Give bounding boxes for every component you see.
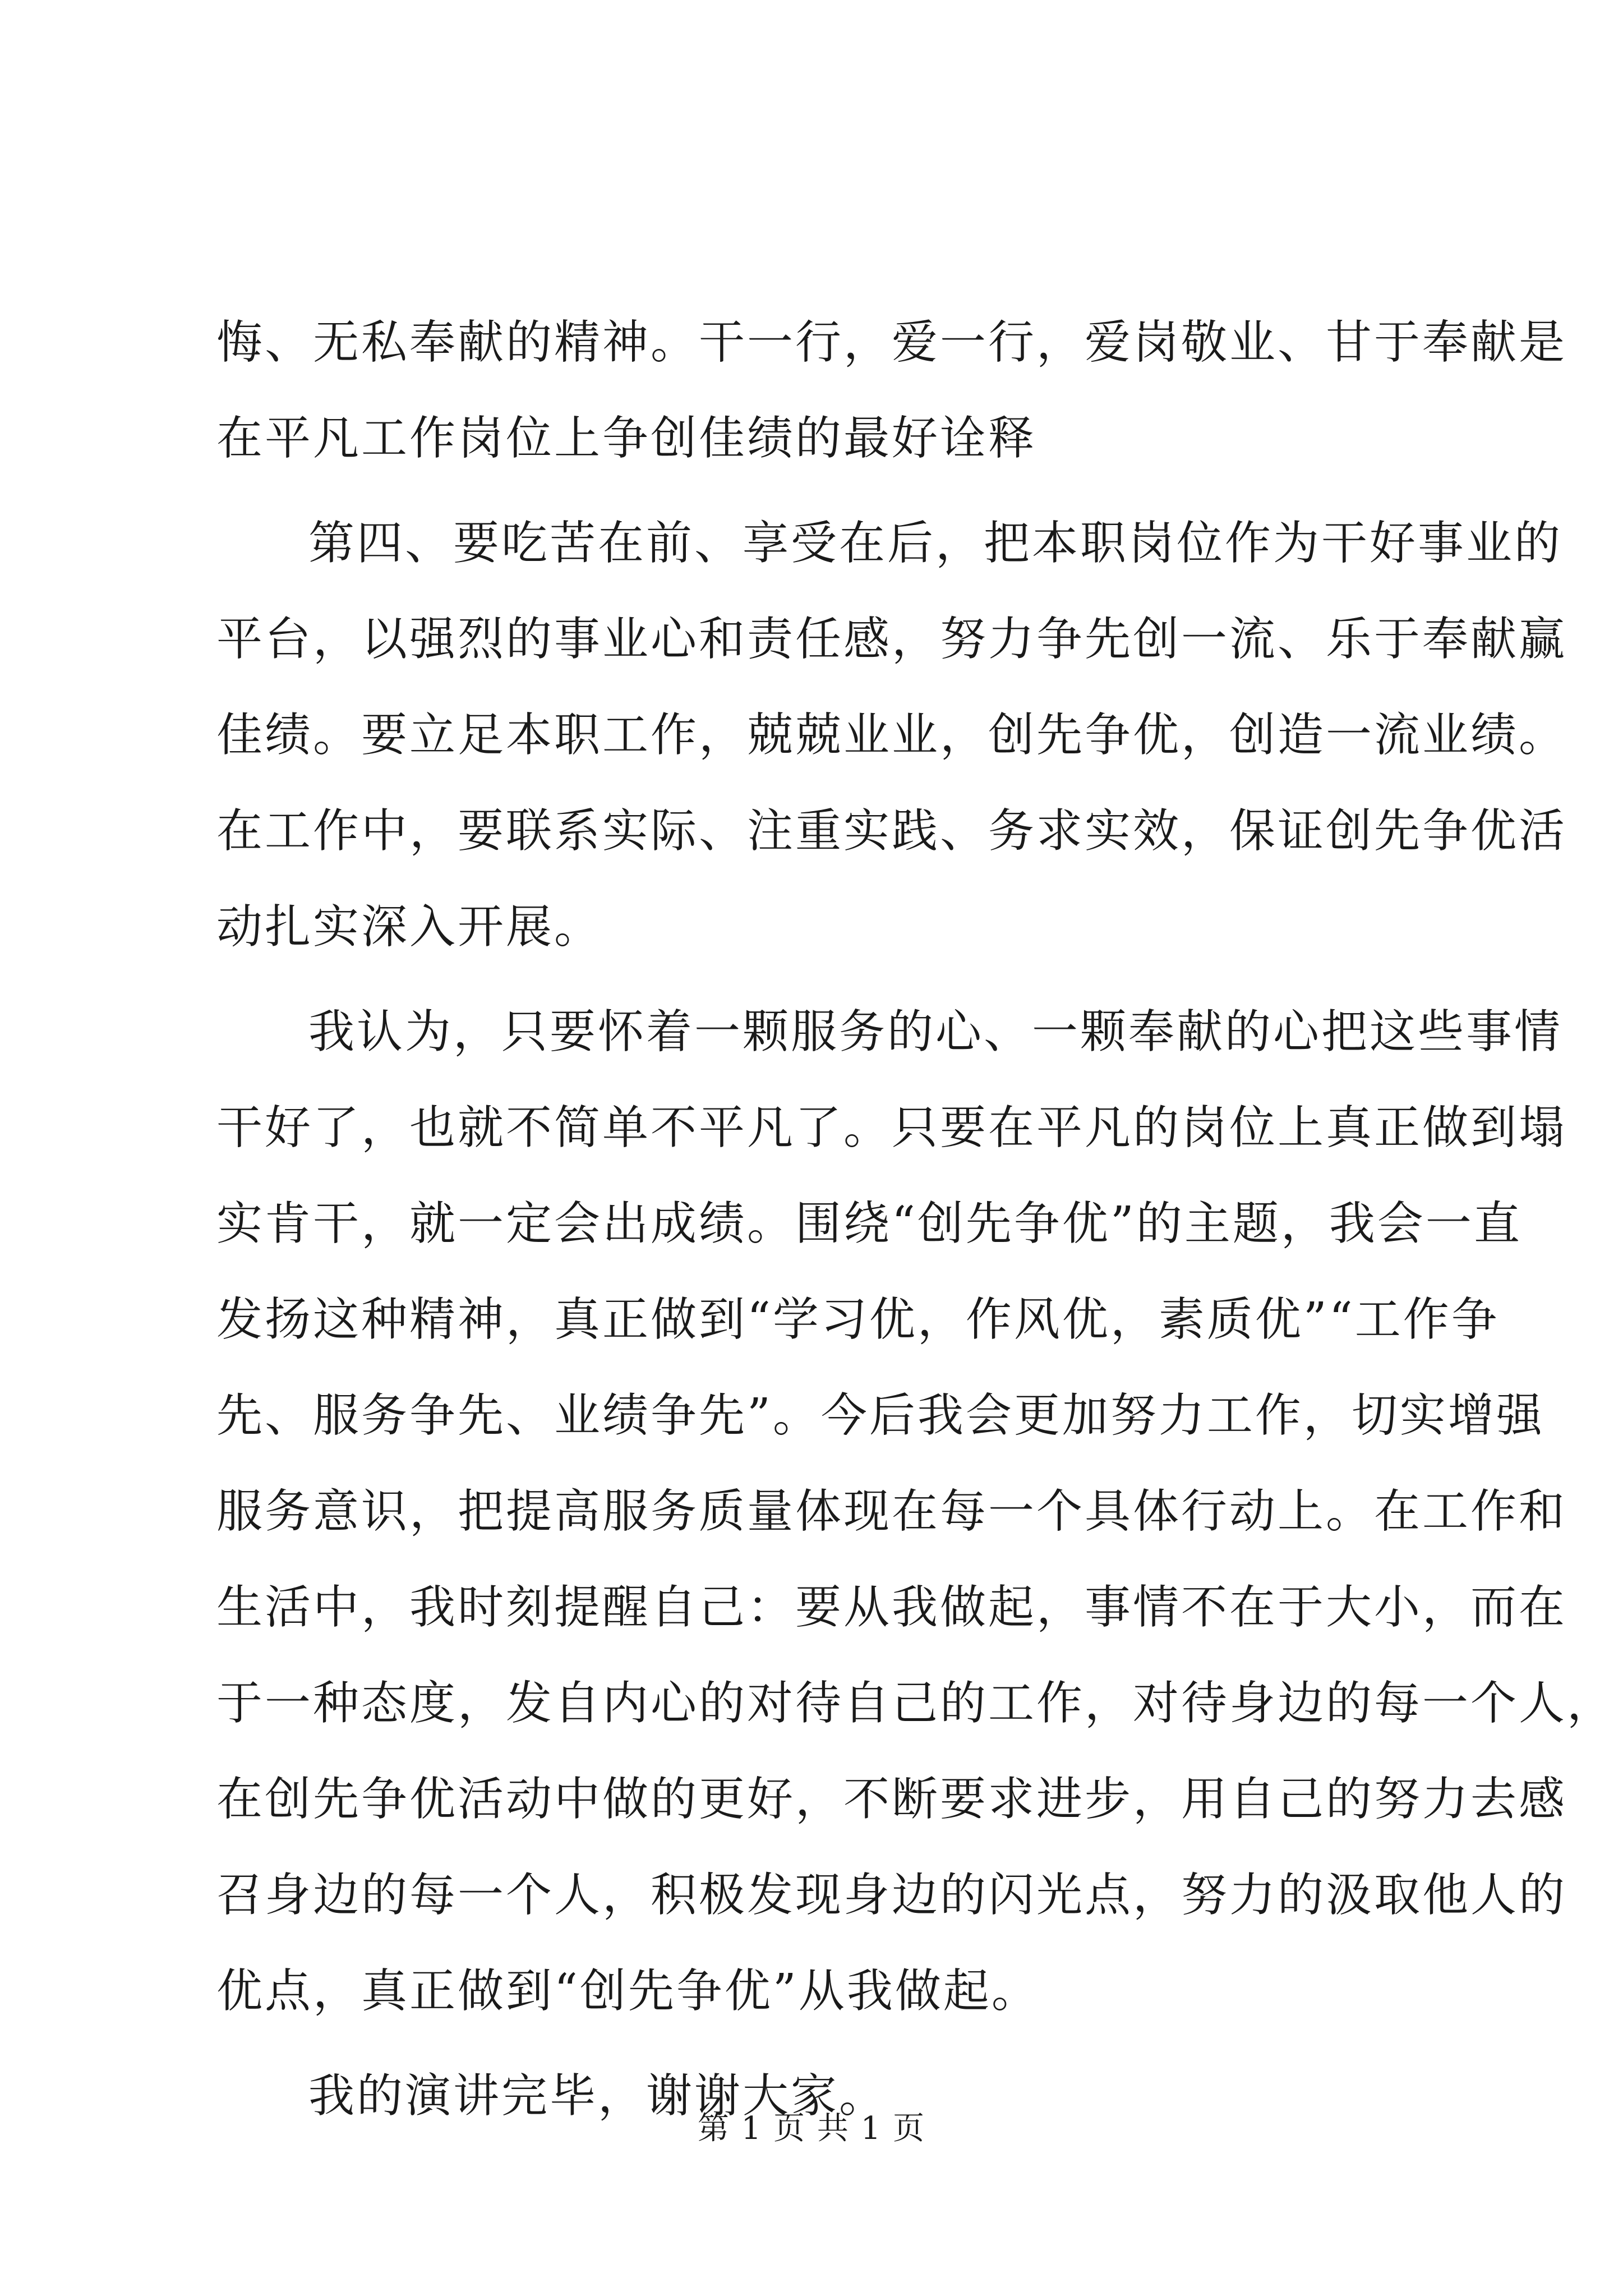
text-line: 召身边的每一个人，积极发现身边的闪光点，努力的汲取他人的	[216, 1869, 1567, 1922]
text-line: 平台，以强烈的事业心和责任感，努力争先创一流、乐于奉献赢	[216, 613, 1567, 666]
text-line: 先、服务争先、业绩争先”。今后我会更加努力工作，切实增强	[216, 1389, 1544, 1442]
page-number-label: 第 1 页 共 1 页	[697, 2110, 926, 2147]
document-body	[216, 295, 1616, 2144]
text-line: 悔、无私奉献的精神。干一行，爱一行，爱岗敬业、甘于奉献是	[216, 316, 1567, 369]
text-line: 我的演讲完毕，谢谢大家。	[308, 2069, 888, 2123]
paragraph-3	[216, 984, 1616, 2039]
page-footer	[0, 2109, 1623, 2148]
paragraph-2	[216, 495, 1567, 975]
text-line: 实肯干，就一定会出成绩。围绕“创先争优”的主题，我会一直	[216, 1197, 1522, 1250]
text-line: 服务意识，把提高服务质量体现在每一个具体行动上。在工作和	[216, 1485, 1567, 1538]
text-line: 干好了，也就不简单不平凡了。只要在平凡的岗位上真正做到塌	[216, 1101, 1567, 1154]
text-line: 在工作中，要联系实际、注重实践、务求实效，保证创先争优活	[216, 804, 1567, 858]
text-line: 我认为，只要怀着一颗服务的心、一颗奉献的心把这些事情	[308, 1005, 1563, 1059]
paragraph-1	[216, 295, 1567, 486]
text-line: 佳绩。要立足本职工作，兢兢业业，创先争优，创造一流业绩。	[216, 708, 1567, 762]
text-line: 发扬这种精神，真正做到“学习优，作风优，素质优”“工作争	[216, 1293, 1500, 1346]
text-line: 在平凡工作岗位上争创佳绩的最好诠释	[216, 412, 1037, 465]
text-line: 第四、要吃苦在前、享受在后，把本职岗位作为干好事业的	[308, 517, 1563, 570]
text-line: 动扎实深入开展。	[216, 900, 603, 954]
text-line: 优点，真正做到“创先争优”从我做起。	[216, 1964, 1040, 2018]
text-line: 生活中，我时刻提醒自己：要从我做起，事情不在于大小，而在	[216, 1581, 1567, 1634]
text-line: 在创先争优活动中做的更好，不断要求进步，用自己的努力去感	[216, 1773, 1567, 1826]
text-line: 于一种态度，发自内心的对待自己的工作，对待身边的每一个人，	[216, 1677, 1616, 1730]
